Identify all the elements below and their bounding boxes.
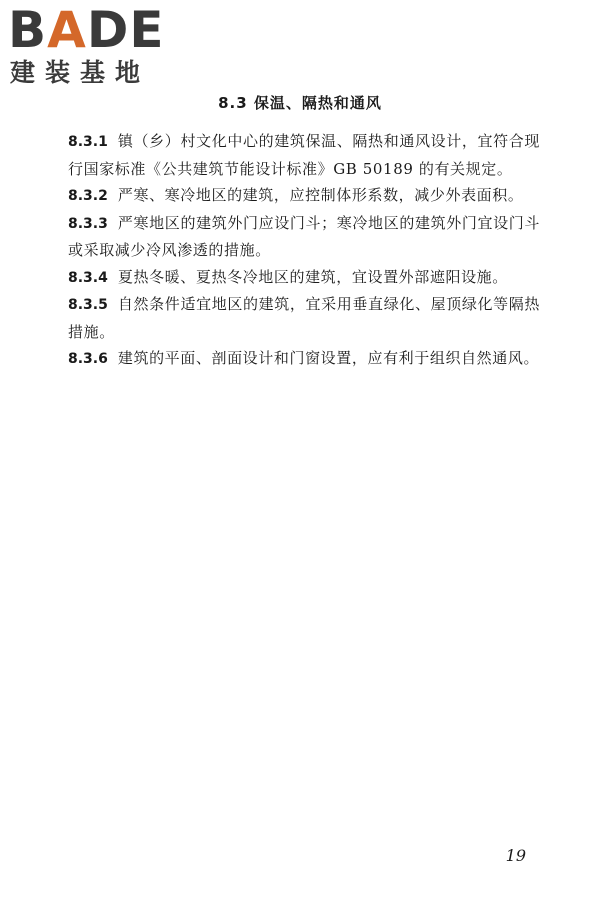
clause-text: 夏热冬暖、夏热冬冷地区的建筑，宜设置外部遮阳设施。	[117, 267, 508, 286]
logo-letter-a: A	[47, 1, 87, 59]
clause-8-3-3	[68, 210, 540, 264]
clause-text: 自然条件适宜地区的建筑，宜采用垂直绿化、屋顶绿化等隔热措施。	[68, 295, 540, 341]
logo-letter-b: B	[8, 1, 48, 59]
logo-wordmark	[8, 1, 178, 59]
clause-text: 镇（乡）村文化中心的建筑保温、隔热和通风设计，宜符合现行国家标准《公共建筑节能设计标准》GB 50189 的有关规定。	[68, 132, 540, 178]
clause-number: 8.3.2	[68, 188, 108, 204]
clause-8-3-4	[68, 264, 540, 292]
clause-number: 8.3.6	[68, 351, 108, 367]
clause-number: 8.3.5	[68, 297, 108, 313]
clause-8-3-5	[68, 291, 540, 345]
clause-list	[68, 128, 540, 373]
clause-8-3-2	[68, 182, 540, 210]
page-number: 19	[505, 846, 526, 865]
section-title: 8.3 保温、隔热和通风	[218, 94, 382, 112]
clause-8-3-1	[68, 128, 540, 182]
clause-text: 建筑的平面、剖面设计和门窗设置，应有利于组织自然通风。	[117, 349, 540, 367]
clause-8-3-6	[68, 345, 540, 373]
clause-text: 严寒、寒冷地区的建筑，应控制体形系数，减少外表面积。	[117, 186, 524, 204]
clause-text: 严寒地区的建筑外门应设门斗；寒冷地区的建筑外门宜设门斗或采取减少冷风渗透的措施。	[68, 213, 540, 259]
clause-number: 8.3.4	[68, 269, 108, 286]
logo-subtitle: 建装基地	[10, 58, 151, 87]
bade-logo	[8, 1, 178, 94]
clause-number: 8.3.3	[68, 215, 108, 232]
clause-number: 8.3.1	[68, 134, 108, 150]
logo-letters-de: DE	[86, 1, 165, 59]
